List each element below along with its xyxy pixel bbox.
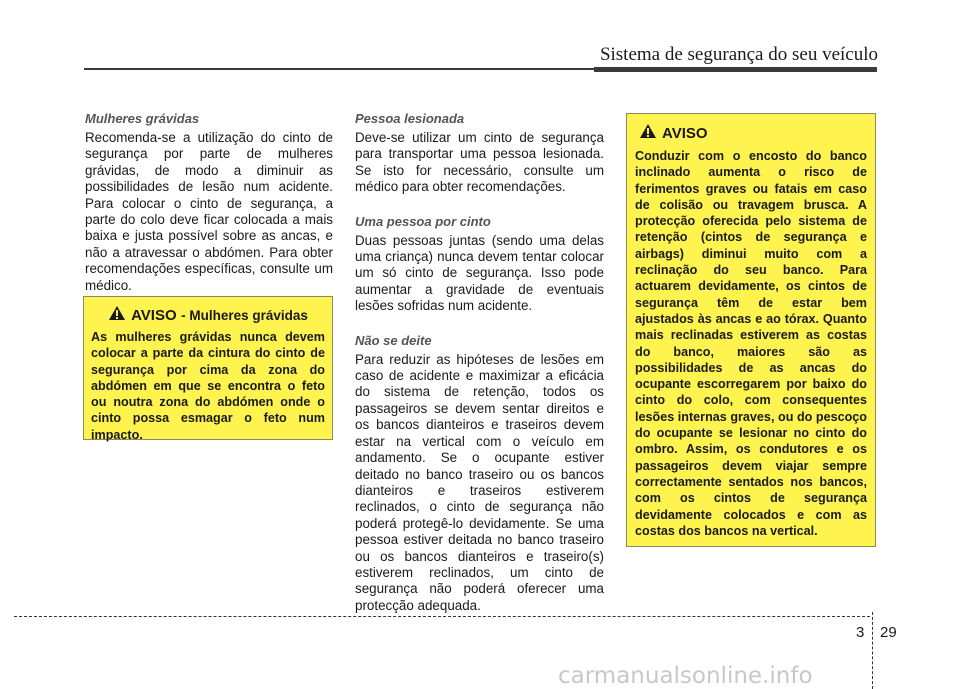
warning-box-pregnant [83, 296, 333, 440]
warning-label: AVISO [662, 125, 708, 142]
paragraph-pregnant-women: Recomenda-se a utilização do cinto de segurança por parte de mulheres grávidas, de modo a diminuir as possibilidades de lesão num acidente. Para colocar o cinto de segurança, a parte do colo deve ficar colocada a mais baixa e justa possível sobre as ancas, e não a atravessar o abdómen. Para obter recomendações específicas, consulte um médico. [85, 130, 333, 293]
paragraph-one-person-per-belt: Duas pessoas juntas (sendo uma delas uma criança) nunca devem tentar colocar um só cinto de segurança. Isso pode aumentar a gravidade de eventuais lesões sofridas num acidente. [355, 232, 604, 314]
warning-triangle-icon [639, 123, 657, 145]
paragraph-injured-person: Deve-se utilizar um cinto de segurança para transportar uma pessoa lesionada. Se isto for necessário, consulte um médico para obter recomendações. [355, 130, 604, 195]
footer-rule [14, 616, 870, 617]
warning-body: Conduzir com o encosto do banco inclinado aumenta o risco de ferimentos graves ou fatais em caso de colisão ou travagem brusca. A protecção oferecida pelo sistema de retenção (cintos de segurança e airbags) diminui muito com a reclinação do seu banco. Para actuarem devidamente, os cintos de segurança têm de estar bem ajustados às ancas e ao tórax. Quanto mais reclinadas estiverem as costas do banco, maiores são as possibilidades de as ancas do ocupante escorregarem por baixo do cinto do colo, com consequentes lesões internas graves, ou do pescoço do ocupante se lesionar no cinto do ombro. Assim, os condutores e os passageiros devem viajar sempre correctamente sentados nos bancos, com os cintos de segurança devidamente colocados e com as costas dos bancos na vertical. [635, 149, 867, 538]
heading-do-not-lie-down: Não se deite [355, 332, 432, 348]
warning-title [635, 123, 867, 145]
paragraph-do-not-lie-down: Para reduzir as hipóteses de lesões em caso de acidente e maximizar a eficácia do sistema de retenção, todos os passageiros se devem sentar direitos e os bancos dianteiros e traseiros devem estar na vertical com o veículo em andamento. Se o ocupante estiver deitado no banco traseiro ou os bancos dianteiros e traseiros estiverem reclinados, o cinto de segurança não poderá protegê-lo devidamente. Se uma pessoa estiver deitada no banco traseiro ou os bancos dianteiros e traseiro(s) estiverem reclinados, um cinto de segurança não poderá oferecer uma protecção adequada. [355, 351, 604, 613]
heading-pregnant-women: Mulheres grávidas [85, 111, 200, 126]
header-rule-accent [594, 67, 877, 72]
page-number: 29 [880, 624, 897, 641]
warning-box-reclined-seat [626, 113, 876, 547]
warning-title [91, 305, 325, 327]
heading-one-person-per-belt: Uma pessoa por cinto [355, 213, 491, 229]
left-column [85, 111, 333, 312]
heading-injured-person: Pessoa lesionada [355, 111, 465, 126]
chapter-number: 3 [856, 624, 865, 641]
warning-label: AVISO [131, 307, 177, 324]
section-title: Sistema de segurança do seu veículo [599, 44, 878, 65]
warning-triangle-icon [108, 305, 126, 327]
middle-column [355, 111, 604, 632]
watermark: carmanualsonline.info [558, 663, 813, 689]
warning-subtitle: - Mulheres grávidas [181, 308, 308, 323]
warning-body: As mulheres grávidas nunca devem colocar a parte da cintura do cinto de segurança por cima da zona do abdómen em que se encontra o feto ou noutra zona do abdómen onde o cinto possa esmagar o feto num impacto. [91, 330, 325, 442]
footer-divider [872, 612, 873, 689]
